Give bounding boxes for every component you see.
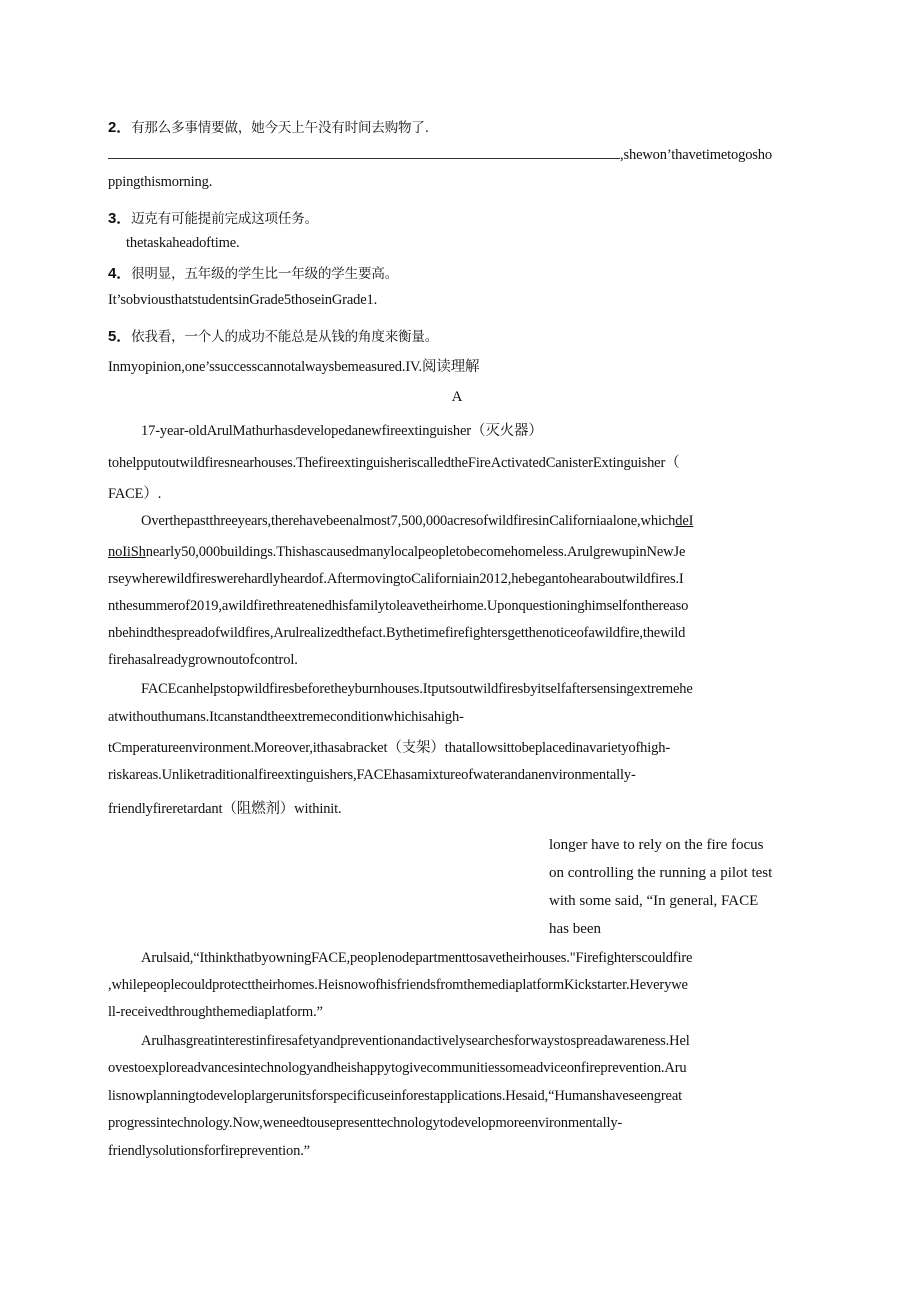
passage-p5-line: ovestoexploreadvancesintechnologyandheishappytogivecommunitiessomeadviceonfireprevention.Aru — [108, 1060, 687, 1076]
q3-prompt: 迈克有可能提前完成这项任务。 — [131, 211, 318, 227]
q4-prompt: 很明显，五年级的学生比一年级的学生要高。 — [131, 266, 399, 282]
passage-p3-line: FACEcanhelpstopwildfiresbeforetheyburnhouses.Itputsoutwildfiresbyitselfaftersensingextremehe — [141, 681, 693, 697]
q4-dot: ． — [116, 265, 132, 282]
passage-p3-line: atwithouthumans.Itcanstandtheextremeconditionwhichisahigh- — [108, 709, 464, 725]
q2-dot: ． — [116, 119, 132, 136]
passage-p1-line: 17-year-oldArulMathurhasdevelopedanewfireextinguisher（灭火器） — [141, 423, 543, 439]
passage-p3-line: riskareas.Unliketraditionalfireextinguishers,FACEhasamixtureofwaterandanenvironmentally- — [108, 767, 636, 783]
q2-answer-line — [108, 146, 772, 164]
q3-answer: thetaskaheadoftime. — [126, 235, 240, 251]
side-fragment-line: on controlling the running a pilot test — [549, 865, 773, 881]
q5-prompt-line — [108, 325, 438, 346]
passage-p4-line: ll-receivedthroughthemediaplatform.” — [108, 1004, 323, 1020]
passage-p2-line: rseywherewildfireswerehardlyheardof.AftermovingtoCaliforniain2012,hebegantohearaboutwildfires.I — [108, 571, 684, 587]
q2-prompt-line — [108, 116, 429, 137]
passage-p1-line: FACE）. — [108, 486, 162, 502]
q2-answer-cont: ppingthismorning. — [108, 174, 213, 190]
passage-p3-line: tCmperatureenvironment.Moreover,ithasabracket（支架）thatallowsittobeplacedinavarietyofhigh- — [108, 740, 670, 756]
section-title: A — [451, 389, 463, 405]
q4-answer: It’sobviousthatstudentsinGrade5thoseinGrade1. — [108, 292, 378, 308]
p2-underlined-word: deI — [675, 513, 694, 529]
q5-number: 5 — [108, 328, 117, 345]
q2-answer-blank[interactable] — [108, 146, 620, 159]
q2-prompt: 有那么多事情要做，她今天上午没有时间去购物了. — [131, 120, 429, 136]
passage-p2-line — [141, 513, 693, 530]
q3-dot: ． — [116, 210, 132, 227]
q4-prompt-line — [108, 262, 398, 283]
p2-line1-text: Overthepastthreeyears,therehavebeenalmost7,500,000acresofwildfiresinCaliforniaalone,which — [141, 513, 676, 529]
passage-p2-line — [108, 544, 685, 561]
q5-dot: ． — [116, 328, 132, 345]
side-fragment-line: has been — [549, 921, 602, 937]
passage-p4-line: Arulsaid,“IthinkthatbyowningFACE,peoplenodepartmenttosavetheirhouses."Firefighterscouldfire — [141, 950, 693, 966]
p2-line2-text: nearly50,000buildings.Thishascausedmanylocalpeopletobecomehomeless.ArulgrewupinNewJe — [145, 544, 686, 560]
q2-number: 2 — [108, 119, 117, 136]
passage-p2-line: firehasalreadygrownoutofcontrol. — [108, 652, 298, 668]
passage-p1-line: tohelpputoutwildfiresnearhouses.ThefireextinguisheriscalledtheFireActivatedCanisterExtinguisher（ — [108, 455, 680, 471]
passage-p2-line: nthesummerof2019,awildfirethreatenedhisfamilytoleavetheirhome.Uponquestioninghimselfonthereaso — [108, 598, 689, 614]
q2-answer-tail: ,shewon’thavetimetogosho — [620, 147, 772, 163]
p2-underlined-word: noIiSh — [108, 544, 146, 560]
passage-p5-line: lisnowplanningtodeveloplargerunitsforspecificuseinforestapplications.Hesaid,“Humanshaveseengreat — [108, 1088, 683, 1104]
passage-p3-line: friendlyfireretardant（阻燃剂）withinit. — [108, 801, 342, 817]
side-fragment-line: longer have to rely on the fire focus — [549, 837, 764, 853]
passage-p5-line: progressintechnology.Now,weneedtousepresenttechnologytodevelopmoreenvironmentally- — [108, 1115, 623, 1131]
q3-prompt-line — [108, 207, 318, 228]
side-fragment-line: with some said, “In general, FACE — [549, 893, 759, 909]
passage-p5-line: friendlysolutionsforfireprevention.” — [108, 1143, 310, 1159]
q5-answer: Inmyopinion,one’ssuccesscannotalwaysbemeasured.IV.阅读理解 — [108, 359, 480, 375]
passage-p2-line: nbehindthespreadofwildfires,Arulrealizedthefact.Bythetimefirefightersgetthenoticeofawildfire,thewild — [108, 625, 686, 641]
q4-number: 4 — [108, 265, 117, 282]
q5-prompt: 依我看，一个人的成功不能总是从钱的角度来衡量。 — [131, 329, 439, 345]
passage-p5-line: Arulhasgreatinterestinfiresafetyandpreventionandactivelysearchesforwaystospreadawareness.Hel — [141, 1033, 690, 1049]
q3-number: 3 — [108, 210, 117, 227]
passage-p4-line: ,whilepeoplecouldprotecttheirhomes.HeisnowofhisfriendsfromthemediaplatformKickstarter.Heverywe — [108, 977, 688, 993]
